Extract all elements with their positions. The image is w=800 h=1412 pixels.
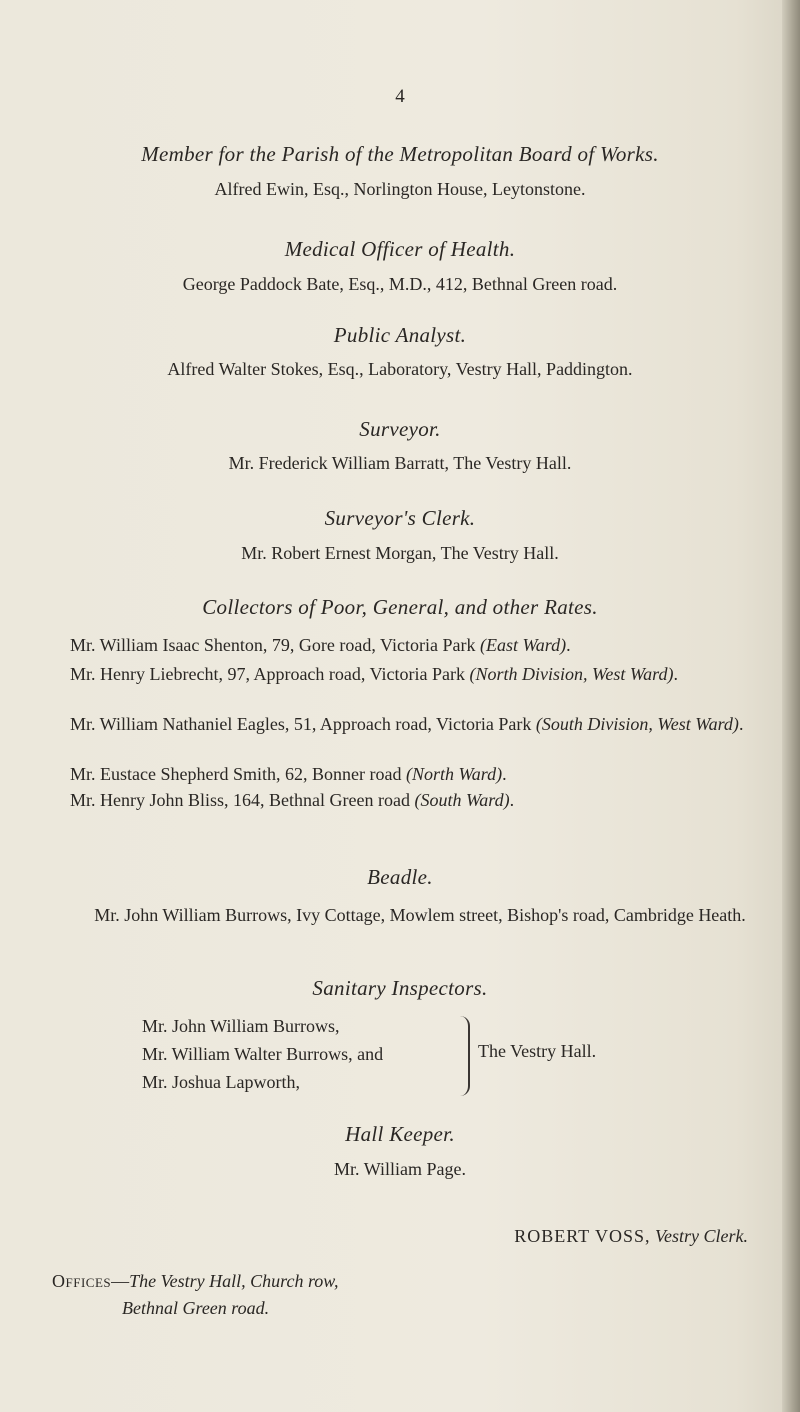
collector-entry: Mr. Henry Liebrecht, 97, Approach road, Victoria Park (North Division, West Ward). xyxy=(70,664,678,684)
offices-line-2: Bethnal Green road. xyxy=(122,1298,270,1318)
heading-beadle: Beadle. xyxy=(367,865,433,889)
surveyors-clerk: Mr. Robert Ernest Morgan, The Vestry Hall. xyxy=(241,543,559,563)
offices-line-1: The Vestry Hall, Church row, xyxy=(129,1271,339,1291)
offices-label: Offices xyxy=(52,1271,112,1291)
heading-surveyor: Surveyor. xyxy=(359,417,441,441)
page-number: 4 xyxy=(395,86,405,107)
inspector-name: Mr. John William Burrows, xyxy=(142,1016,340,1036)
heading-hall-keeper: Hall Keeper. xyxy=(345,1122,455,1146)
collector-entry: Mr. William Nathaniel Eagles, 51, Approach road, Victoria Park (South Division, West Ward). xyxy=(70,714,744,734)
page-edge xyxy=(782,0,800,1412)
heading-surveyors-clerk: Surveyor's Clerk. xyxy=(324,506,476,530)
heading-public-analyst: Public Analyst. xyxy=(333,323,467,347)
metropolitan-member: Alfred Ewin, Esq., Norlington House, Leytonstone. xyxy=(214,179,586,199)
collector-entry: Mr. William Isaac Shenton, 79, Gore road, Victoria Park (East Ward). xyxy=(70,635,571,655)
heading-sanitary-inspectors: Sanitary Inspectors. xyxy=(312,976,488,1000)
surveyor: Mr. Frederick William Barratt, The Vestry Hall. xyxy=(228,453,572,473)
medical-officer: George Paddock Bate, Esq., M.D., 412, Bethnal Green road. xyxy=(182,274,618,294)
heading-collectors: Collectors of Poor, General, and other Rates. xyxy=(202,595,598,619)
heading-medical-officer: Medical Officer of Health. xyxy=(284,237,516,261)
beadle: Mr. John William Burrows, Ivy Cottage, Mowlem street, Bishop's road, Cambridge Heath. xyxy=(94,905,746,925)
hall-keeper: Mr. William Page. xyxy=(334,1159,466,1179)
inspector-name: Mr. Joshua Lapworth, xyxy=(142,1072,300,1092)
inspector-name: Mr. William Walter Burrows, and xyxy=(142,1044,384,1064)
signature xyxy=(514,1226,748,1247)
grouping-brace xyxy=(458,1016,470,1096)
public-analyst: Alfred Walter Stokes, Esq., Laboratory, Vestry Hall, Paddington. xyxy=(167,359,633,379)
sanitary-inspector-list xyxy=(142,1012,383,1096)
collector-entry: Mr. Henry John Bliss, 164, Bethnal Green road (South Ward). xyxy=(70,790,515,810)
signature-title: Vestry Clerk. xyxy=(655,1226,748,1246)
signature-name: ROBERT VOSS, xyxy=(514,1226,651,1246)
heading-metropolitan: Member for the Parish of the Metropolitan Board of Works. xyxy=(141,142,659,166)
collector-entry: Mr. Eustace Shepherd Smith, 62, Bonner road (North Ward). xyxy=(70,764,507,784)
inspectors-location: The Vestry Hall. xyxy=(478,1041,597,1061)
offices-address: Offices—The Vestry Hall, Church row, Bethnal Green road. xyxy=(52,1271,339,1318)
